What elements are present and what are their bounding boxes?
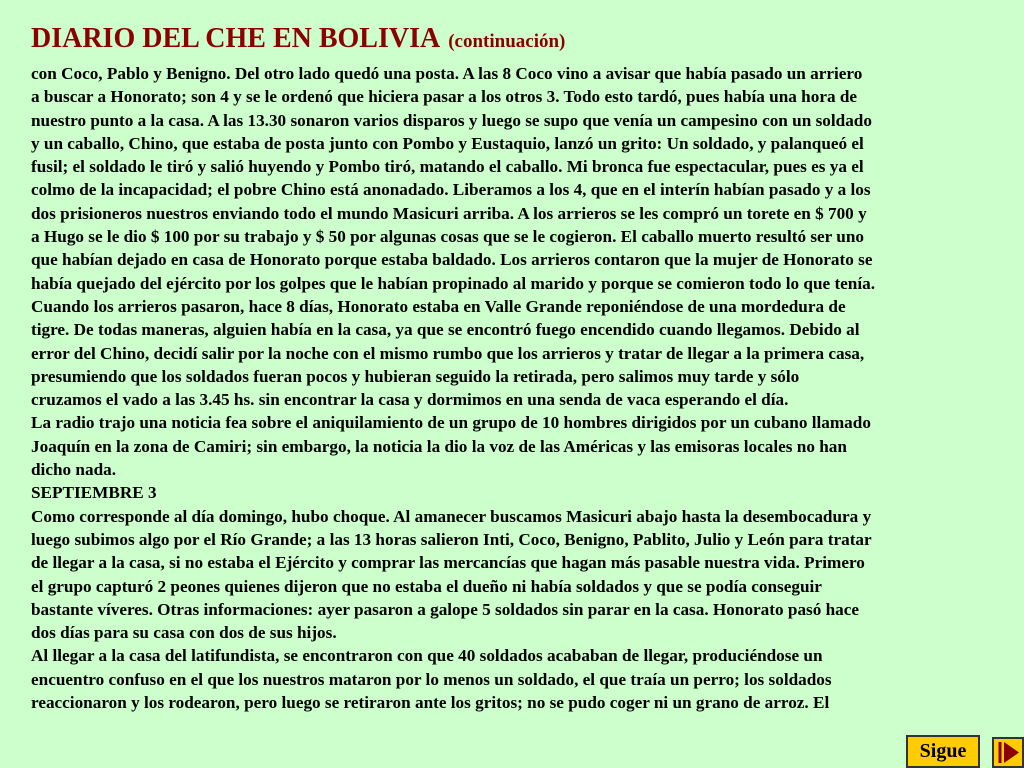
text-line: bastante víveres. Otras informaciones: ayer pasaron a galope 5 soldados sin parar en la casa. Honorato pasó hace	[31, 599, 860, 619]
text-line: encuentro confuso en el que los nuestros mataron por lo menos un soldado, el que traía un perro; los soldados	[31, 669, 832, 689]
title-subtitle: (continuación)	[448, 31, 566, 52]
text-line: y un caballo, Chino, que estaba de posta junto con Pombo y Eustaquio, lanzó un grito: Un soldado, y palanqueó el	[31, 133, 864, 153]
next-slide-icon	[994, 739, 1022, 766]
next-slide-button[interactable]	[992, 737, 1024, 768]
text-line: de llegar a la casa, si no estaba el Ejército y comprar las mercancías que hagan más pasable nuestra vida. Primero	[31, 553, 865, 573]
diary-text	[31, 62, 1006, 714]
sigue-button[interactable]: Sigue	[906, 735, 980, 768]
text-line: Como corresponde al día domingo, hubo choque. Al amanecer buscamos Masicuri abajo hasta la desembocadura y	[31, 506, 872, 526]
text-line: a buscar a Honorato; son 4 y se le ordenó que hiciera pasar a los otros 3. Todo esto tardó, pues había una hora de	[31, 87, 858, 107]
text-line: había quejado del ejército por los golpes que le habían propinado al marido y porque se comieron todo lo que tenía.	[31, 273, 876, 293]
text-line: luego subimos algo por el Río Grande; a las 13 horas salieron Inti, Coco, Benigno, Pablito, Julio y León para tratar	[31, 529, 872, 549]
text-line: el grupo capturó 2 peones quienes dijeron que no estaba el dueño ni había soldados y que se podía conseguir	[31, 576, 822, 596]
text-line: Cuando los arrieros pasaron, hace 8 días, Honorato estaba en Valle Grande reponiéndose de una mordedura de	[31, 296, 846, 316]
text-line: Al llegar a la casa del latifundista, se encontraron con que 40 soldados acababan de llegar, produciéndose un	[31, 646, 823, 666]
text-line: cruzamos el vado a las 3.45 hs. sin encontrar la casa y dormimos en una senda de vaca esperando el día.	[31, 390, 789, 410]
text-line: nuestro punto a la casa. A las 13.30 sonaron varios disparos y luego se supo que venía un campesino con un soldado	[31, 110, 872, 130]
title-main: DIARIO DEL CHE EN BOLIVIA	[31, 23, 441, 54]
text-line: dos días para su casa con dos de sus hijos.	[31, 623, 337, 643]
section-heading: SEPTIEMBRE 3	[31, 483, 157, 503]
page-title	[31, 18, 565, 55]
text-line: fusil; el soldado le tiró y salió huyendo y Pombo tiró, matando el caballo. Mi bronca fue espectacular, pues es ya el	[31, 157, 864, 177]
text-line: error del Chino, decidí salir por la noche con el mismo rumbo que los arrieros y tratar de llegar a la primera casa,	[31, 343, 865, 363]
text-line: reaccionaron y los rodearon, pero luego se retiraron ante los gritos; no se pudo coger ni un grano de arroz. El	[31, 693, 830, 713]
text-line: presumiendo que los soldados fueran pocos y hubieran seguido la retirada, pero salimos muy tarde y sólo	[31, 366, 800, 386]
text-line: La radio trajo una noticia fea sobre el aniquilamiento de un grupo de 10 hombres dirigidos por un cubano llamado	[31, 413, 871, 433]
text-line: que habían dejado en casa de Honorato porque estaba baldado. Los arrieros contaron que la mujer de Honorato se	[31, 250, 873, 270]
text-line: colmo de la incapacidad; el pobre Chino está anonadado. Liberamos a los 4, que en el interín habían pasado y a los	[31, 180, 871, 200]
text-line: con Coco, Pablo y Benigno. Del otro lado quedó una posta. A las 8 Coco vino a avisar que había pasado un arriero	[31, 64, 863, 83]
text-line: a Hugo se le dio $ 100 por su trabajo y $ 50 por algunas cosas que se le cogieron. El caballo muerto resultó ser uno	[31, 227, 864, 247]
text-line: dos prisioneros nuestros enviando todo el mundo Masicuri arriba. A los arrieros se les compró un torete en $ 700 y	[31, 203, 867, 223]
text-line: tigre. De todas maneras, alguien había en la casa, ya que se encontró fuego encendido cuando llegamos. Debido al	[31, 320, 860, 340]
text-line: Joaquín en la zona de Camiri; sin embargo, la noticia la dio la voz de las Américas y las emisoras locales no han	[31, 436, 847, 456]
text-line: dicho nada.	[31, 460, 117, 480]
